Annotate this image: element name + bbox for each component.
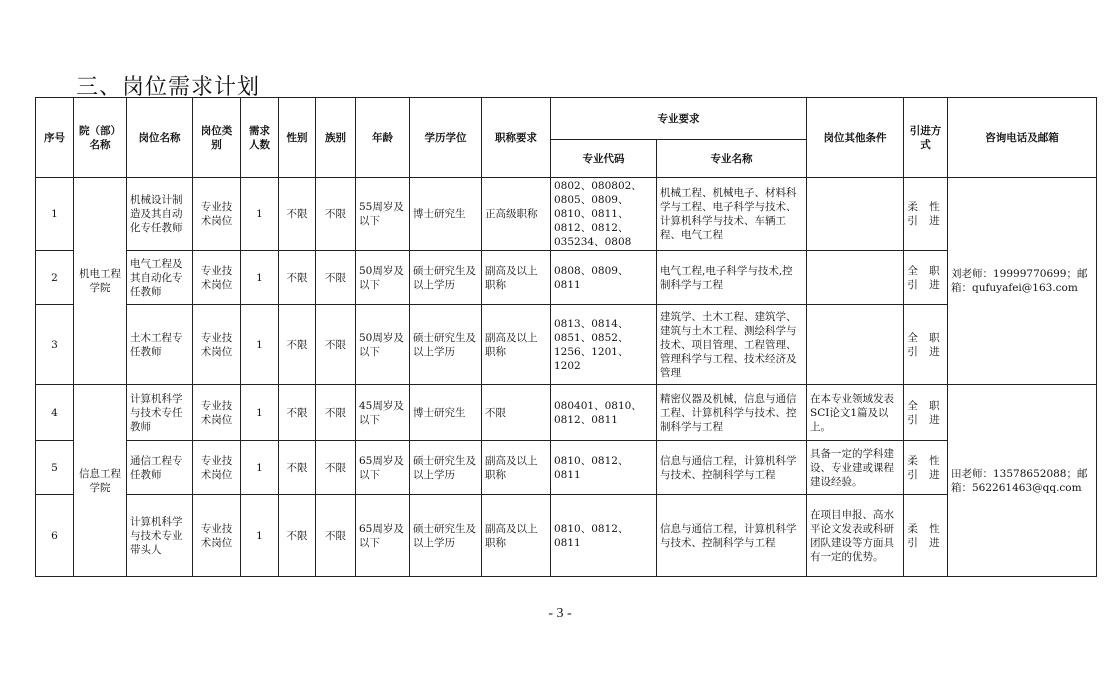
row-title-req: 正高级职称 (482, 178, 551, 251)
row-ethnicity: 不限 (316, 178, 356, 251)
row-ethnicity: 不限 (316, 495, 356, 577)
header-count: 需求人数 (241, 98, 279, 178)
row-post: 计算机科学与技术专任教师 (127, 385, 193, 441)
row-gender: 不限 (279, 251, 316, 305)
row-intro-mode: 柔 性 引 进 (904, 441, 948, 495)
header-title-req: 职称要求 (482, 98, 551, 178)
row-other (807, 178, 904, 251)
row-post-type: 专业技术岗位 (193, 305, 241, 385)
row-age: 65周岁及以下 (356, 441, 410, 495)
table-row (36, 441, 1097, 495)
contact-cell: 田老师：13578652088；邮箱：562261463@qq.com (948, 385, 1097, 577)
row-title-req: 副高及以上职称 (482, 495, 551, 577)
job-requirements-table (35, 97, 1097, 577)
row-count: 1 (241, 441, 279, 495)
row-gender: 不限 (279, 441, 316, 495)
row-age: 65周岁及以下 (356, 495, 410, 577)
row-seq: 6 (36, 495, 74, 577)
row-degree: 硕士研究生及以上学历 (410, 305, 482, 385)
row-count: 1 (241, 178, 279, 251)
row-intro-mode: 全 职 引 进 (904, 251, 948, 305)
row-post: 计算机科学与技术专业带头人 (127, 495, 193, 577)
row-title-req: 不限 (482, 385, 551, 441)
row-major-code: 0802、080802、0805、0809、0810、0811、0812、0812、035234、0808 (551, 178, 657, 251)
row-degree: 博士研究生 (410, 178, 482, 251)
row-ethnicity: 不限 (316, 251, 356, 305)
header-post-type: 岗位类别 (193, 98, 241, 178)
contact-cell: 刘老师：19999770699；邮箱：qufuyafei@163.com (948, 178, 1097, 385)
row-intro-mode: 柔 性 引 进 (904, 495, 948, 577)
header-major-code: 专业代码 (551, 140, 657, 178)
row-age: 50周岁及以下 (356, 251, 410, 305)
row-intro-mode: 全 职 引 进 (904, 305, 948, 385)
row-post: 土木工程专任教师 (127, 305, 193, 385)
header-college: 院（部）名称 (74, 98, 127, 178)
header-degree: 学历学位 (410, 98, 482, 178)
row-post-type: 专业技术岗位 (193, 495, 241, 577)
row-title-req: 副高及以上职称 (482, 305, 551, 385)
row-post-type: 专业技术岗位 (193, 251, 241, 305)
row-title-req: 副高及以上职称 (482, 441, 551, 495)
row-seq: 5 (36, 441, 74, 495)
row-major-name: 电气工程,电子科学与技术,控制科学与工程 (657, 251, 807, 305)
row-degree: 博士研究生 (410, 385, 482, 441)
row-degree: 硕士研究生及以上学历 (410, 441, 482, 495)
row-post-type: 专业技术岗位 (193, 441, 241, 495)
header-major-name: 专业名称 (657, 140, 807, 178)
row-major-name: 建筑学、土木工程、建筑学、建筑与土木工程、测绘科学与技术、项目管理、工程管理、管理科学与工程、技术经济及管理 (657, 305, 807, 385)
row-gender: 不限 (279, 495, 316, 577)
row-major-code: 0813、0814、0851、0852、1256、1201、1202 (551, 305, 657, 385)
row-post: 机械设计制造及其自动化专任教师 (127, 178, 193, 251)
row-ethnicity: 不限 (316, 441, 356, 495)
header-age: 年龄 (356, 98, 410, 178)
table-row (36, 385, 1097, 441)
row-intro-mode: 全 职 引 进 (904, 385, 948, 441)
row-gender: 不限 (279, 305, 316, 385)
header-seq: 序号 (36, 98, 74, 178)
row-gender: 不限 (279, 385, 316, 441)
row-degree: 硕士研究生及以上学历 (410, 251, 482, 305)
header-other: 岗位其他条件 (807, 98, 904, 178)
row-count: 1 (241, 385, 279, 441)
row-other: 具备一定的学科建设、专业建或课程建设经验。 (807, 441, 904, 495)
row-seq: 2 (36, 251, 74, 305)
table-row (36, 178, 1097, 251)
row-major-code: 080401、0810、0812、0811 (551, 385, 657, 441)
row-post-type: 专业技术岗位 (193, 178, 241, 251)
row-other: 在本专业领域发表SCI论文1篇及以上。 (807, 385, 904, 441)
row-post-type: 专业技术岗位 (193, 385, 241, 441)
row-title-req: 副高及以上职称 (482, 251, 551, 305)
row-other (807, 305, 904, 385)
header-intro-mode: 引进方式 (904, 98, 948, 178)
row-ethnicity: 不限 (316, 385, 356, 441)
row-major-name: 信息与通信工程，计算机科学与技术、控制科学与工程 (657, 441, 807, 495)
row-seq: 3 (36, 305, 74, 385)
row-major-name: 精密仪器及机械，信息与通信工程、计算机科学与技术、控制科学与工程 (657, 385, 807, 441)
row-seq: 1 (36, 178, 74, 251)
table-row (36, 251, 1097, 305)
row-major-code: 0810、0812、0811 (551, 441, 657, 495)
row-age: 55周岁及以下 (356, 178, 410, 251)
header-contact: 咨询电话及邮箱 (948, 98, 1097, 178)
row-major-code: 0808、0809、0811 (551, 251, 657, 305)
page-number: - 3 - (548, 606, 572, 621)
row-count: 1 (241, 305, 279, 385)
header-ethnicity: 族别 (316, 98, 356, 178)
row-major-name: 信息与通信工程，计算机科学与技术、控制科学与工程 (657, 495, 807, 577)
row-degree: 硕士研究生及以上学历 (410, 495, 482, 577)
row-intro-mode: 柔 性 引 进 (904, 178, 948, 251)
table-row (36, 305, 1097, 385)
header-post: 岗位名称 (127, 98, 193, 178)
row-major-code: 0810、0812、0811 (551, 495, 657, 577)
section-title: 三、岗位需求计划 (76, 75, 261, 100)
college-cell: 机电工程学院 (74, 178, 127, 385)
row-gender: 不限 (279, 178, 316, 251)
header-gender: 性别 (279, 98, 316, 178)
row-post: 电气工程及其自动化专任教师 (127, 251, 193, 305)
row-post: 通信工程专任教师 (127, 441, 193, 495)
row-count: 1 (241, 495, 279, 577)
row-count: 1 (241, 251, 279, 305)
header-major-req: 专业要求 (551, 98, 807, 140)
row-other: 在项目申报、高水平论文发表或科研团队建设等方面具有一定的优势。 (807, 495, 904, 577)
row-ethnicity: 不限 (316, 305, 356, 385)
table-row (36, 495, 1097, 577)
row-major-name: 机械工程、机械电子、材料科学与工程、电子科学与技术、计算机科学与技术、车辆工程、电气工程 (657, 178, 807, 251)
row-age: 45周岁及以下 (356, 385, 410, 441)
row-other (807, 251, 904, 305)
college-cell: 信息工程学院 (74, 385, 127, 577)
row-seq: 4 (36, 385, 74, 441)
row-age: 50周岁及以下 (356, 305, 410, 385)
